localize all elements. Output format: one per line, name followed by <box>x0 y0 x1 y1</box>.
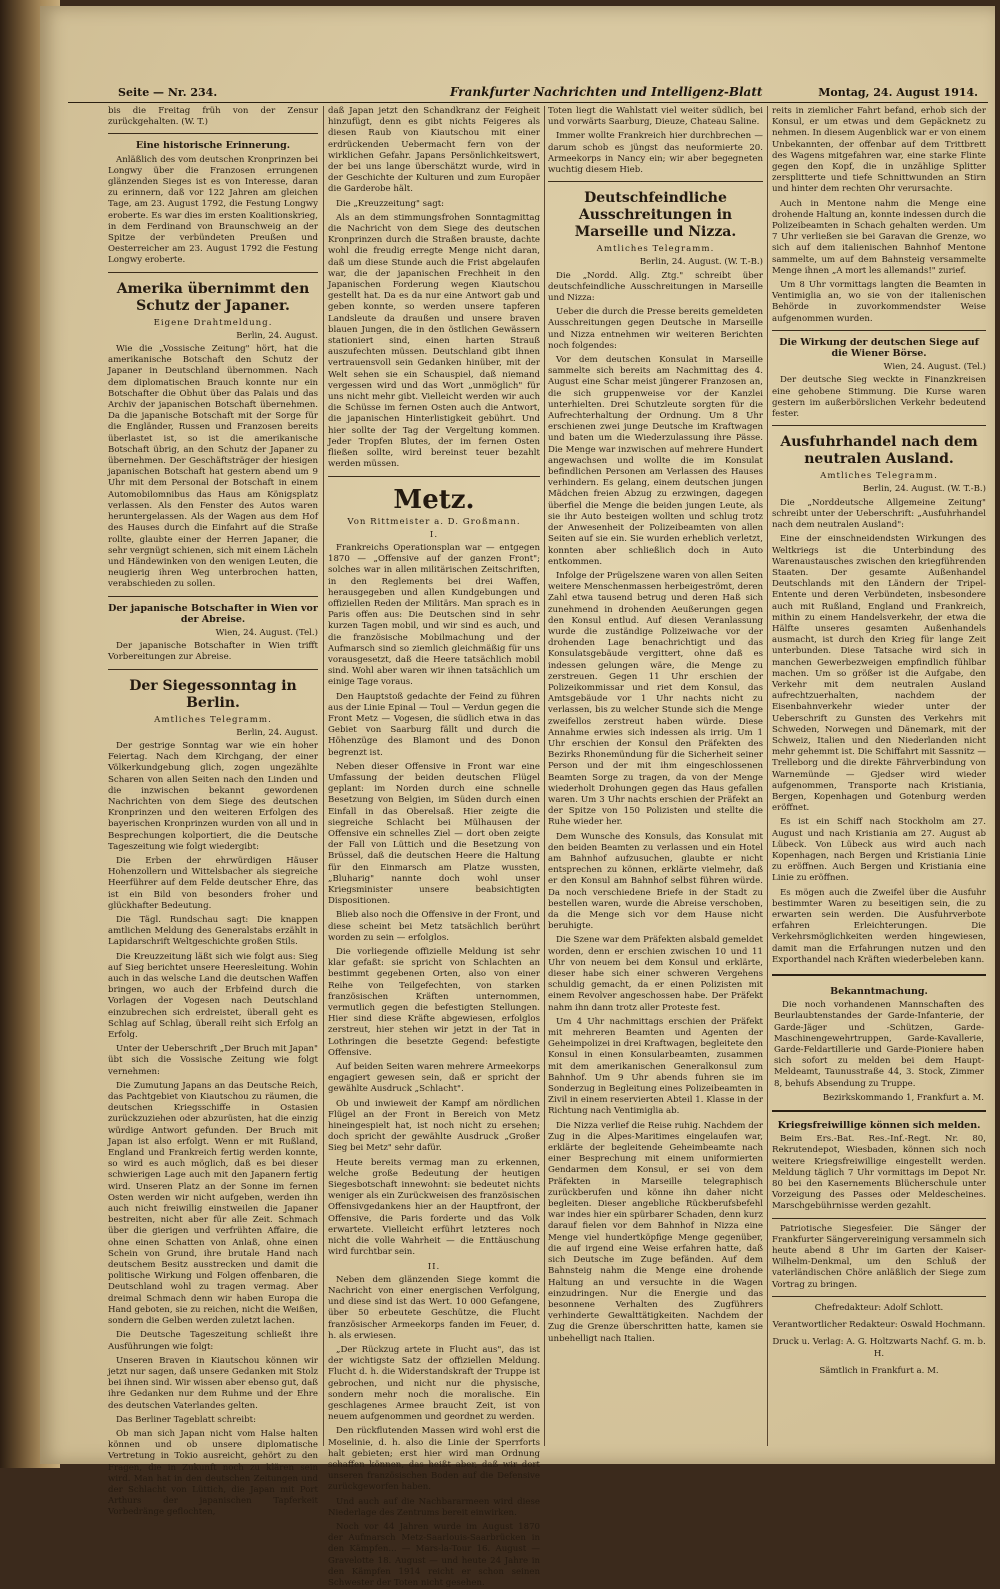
newspaper-title: Frankfurter Nachrichten und Intelligenz-Blatt <box>450 85 763 99</box>
paragraph: bis die Freitag früh von der Zensur zurückgehalten. (W. T.) <box>108 106 318 128</box>
paragraph: Die Deutsche Tageszeitung schließt ihre Ausführungen wie folgt: <box>108 1330 318 1352</box>
issue-date: Montag, 24. August 1914. <box>818 86 978 99</box>
paragraph: Die „Kreuzzeitung" sagt: <box>336 198 445 209</box>
section-number: II. <box>427 1261 441 1272</box>
dateline: Berlin, 24. August. (W. T.-B.) <box>639 257 763 268</box>
column-1 <box>108 106 318 1518</box>
headline: Ausfuhrhandel nach dem neutralen Ausland. <box>780 434 978 468</box>
headline: Kriegsfreiwillige können sich melden. <box>777 1120 981 1132</box>
paragraph: Ueber die durch die Presse bereits gemeldeten Ausschreitungen gegen Deutsche in Marseille und Nizza entnehmen wir weiteren Berichten noch folgendes: <box>548 307 763 351</box>
announcement-box <box>772 974 986 1112</box>
paragraph: Die noch vorhandenen Mannschaften des Beurlaubtenstandes der Garde-Infanterie, der Garde-Jäger und -Schützen, Garde-Maschinengewehrtruppen, Garde-Kavallerie, Garde-Feldartillerie und Garde-Pioniere haben sich sofort zu melden bei dem Haupt-Meldeamt, Taunusstraße 44, 3. Stock, Zimmer 8, behufs Absendung zu Truppe. <box>774 1000 984 1089</box>
byline: Von Rittmeister a. D. Großmann. <box>347 516 521 527</box>
paragraph: Der deutsche Sieg weckte in Finanzkreisen eine gehobene Stimmung. Die Kurse waren gestern im außerbörslichen Verkehr bedeutend fester. <box>772 375 986 420</box>
dateline: Wien, 24. August. (Tel.) <box>215 627 318 638</box>
paragraph: Die Nizza verlief die Reise ruhig. Nachdem der Zug in die Alpes-Maritimes eingelaufen war, erklärte der begleitende Geheimbeamte nach einer Besprechung mit einem uniformierten Gendarmen dem Konsul, er sei von dem Präfekten in Marseille telegraphisch zurückberufen und könne ihn daher nicht begleiten. Dieser angebliche Rückberufsbefehl war indes hier ein spürbarer Schaden, denn kurz darauf fielen vor dem Bahnhof in Nizza eine Menge viel hundertköpfige Menge gegenüber, die auf irgend eine Weise erfahren hatte, daß sich Deutsche im Zuge befänden. Auf dem Bahnsteig nahm die Menge eine drohende Haltung an und versuchte in die Wagen einzudringen. Nur die Energie und das besonnene Verhalten des Zugführers verhinderte Gewalttätigkeiten. Nachdem der Zug die Grenze überschritten hatte, kamen sie unbehelligt nach Italien. <box>548 1120 763 1344</box>
divider <box>548 181 763 182</box>
paragraph: „Der Rückzug artete in Flucht aus", das ist der wichtigste Satz der offiziellen Meldung. Flucht d. h. die Widerstandskraft der Truppe ist gebrochen, und nicht nur die physische, sondern mehr noch die moralische. Ein geschlagenes Armee braucht Zeit, ist von neuem aufgenommen und geordnet zu werden. <box>328 1344 540 1423</box>
headline: Deutschfeindliche Ausschreitungen in Marseille und Nizza. <box>574 190 737 241</box>
section-number: I. <box>429 529 439 540</box>
divider <box>108 669 318 670</box>
paragraph: Der gestrige Sonntag war wie ein hoher Feiertag. Nach dem Kirchgang, der einer Völkerkundgebung glich, zogen ungezählte Scharen von allen Seiten nach den Linden und die inzwischen bekannt gewordenen Nachrichten von dem Siege des deutschen Kronprinzen und den weiteren Erfolgen des bayerischen Kronprinzen wurden von all und in Besprechungen kolportiert, die die Deutsche Tageszeitung wie folgt wiedergibt: <box>108 740 318 852</box>
paragraph: Frankreichs Operationsplan war — entgegen 1870 — „Offensive auf der ganzen Front"; solches war in allen militärischen Zeitschriften, in den Reglements bei drei Waffen, herausgegeben und allen Kundgebungen und offiziellen Reden der Militärs. Man sprach es in Paris offen aus: Die Deutschen sind in sehr kurzen Tagen mobil, und wir sind es auch, und die französische Mobilmachung und der Aufmarsch sind so ziemlich gleichmäßig für uns vorausgesetzt, daß die Heere tatsächlich mobil sind. Wohl aber waren wir ihnen tatsächlich um einige Tage voraus. <box>328 542 540 688</box>
paragraph: Eine der einschneidendsten Wirkungen des Weltkriegs ist die Unterbindung des Warenaustausches zwischen den kriegführenden Staaten. Der gesamte Außenhandel Deutschlands mit den Ländern der Tripel-Entente und deren Verbündeten, insbesondere auch mit Rußland, England und Frankreich, mithin zu einem Handelsverkehr, der etwa die Hälfte unseres gesamten Außenhandels ausmacht, ist durch den Krieg für lange Zeit unterbunden. Diese Tatsache wird sich in manchen Gewerbezweigen empfindlich fühlbar machen. Um so größer ist die Aufgabe, den Verkehr mit dem neutralen Ausland aufrechtzuerhalten, nachdem der Eisenbahnverkehr wieder unter der Ueberschrift zu Gunsten des Verkehrs mit Schweden, Norwegen und Dänemark, mit der Schweiz, Italien und den Niederlanden nicht mehr gehemmt ist. Die Schiffahrt mit Sassnitz — Trelleborg und die direkte Fährverbindung von Warnemünde — Gjedser wird wieder aufgenommen, Transporte nach Kristiania, Bergen, Kopenhagen und Gotenburg werden eröffnet. <box>772 534 986 814</box>
signature: Bezirkskommando 1, Frankfurt a. M. <box>822 1092 984 1103</box>
subheadline: Amtliches Telegramm. <box>596 244 715 255</box>
imprint-line: Verantwortlicher Redakteur: Oswald Hochmann. <box>772 1320 986 1331</box>
paragraph: Es mögen auch die Zweifel über die Ausfuhr bestimmter Waren zu beseitigen sein, die zu erwarten sein werden. Die Ausfuhrverbote erfahren Erleichterungen. Die Verkehrsmöglichkeiten werden hingewiesen, damit man die Erfahrungen nutzen und den Exporthandel nach Kräften wiederbeleben kann. <box>772 887 986 965</box>
headline: Metz. <box>393 484 475 515</box>
paragraph: Die Szene war dem Präfekten alsbald gemeldet worden, denn er erschien zwischen 10 und 11 Uhr von neuem bei dem Konsul und erklärte, dieser habe sich einer schweren Vergehens schuldig gemacht, da er einen Polizisten mit einem Revolver angeschossen habe. Der Präfekt nahm ihn dann trotz aller Proteste fest. <box>548 935 763 1013</box>
paragraph: Den Hauptstoß gedachte der Feind zu führen aus der Linie Epinal — Toul — Verdun gegen die Front Metz — Vogesen, die südlich etwa in das Gebiet von Saarburg fällt und durch die Höhenzüge des Blamont und des Donon begrenzt ist. <box>328 691 540 758</box>
paragraph: Auch in Mentone nahm die Menge eine drohende Haltung an, konnte indessen durch die Polizeibeamten in Schach gehalten werden. Um 7 Uhr verließen sie bei Garavan die Grenze, wo sich auf dem italienischen Bahnhof Mentone sammelte, um auf dem Bahnsteig versammelte Menge ihnen „A mort les allemands!" zurief. <box>772 198 986 276</box>
column-3 <box>548 106 763 1446</box>
imprint-line: Chefredakteur: Adolf Schlott. <box>814 1302 944 1313</box>
column-rule <box>323 106 324 1446</box>
dateline: Berlin, 24. August. (W. T.-B.) <box>862 484 986 495</box>
paragraph: Unseren Braven in Kiautschou können wir jetzt nur sagen, daß unsere Gedanken mit Stolz bei ihnen sind. Wir wissen aber ebenso gut, daß ihre Gedanken nur dem Ruhme und der Ehre des deutschen Vaterlandes gelten. <box>108 1355 318 1411</box>
paragraph: Den rückflutenden Massen wird wohl erst die Moselinie, d. h. also die Linie der Sperrforts halt gebieten; erst hier wird man Ordnung schaffen können, das heißt aber, daß wir dort unseren französischen Boden auf die Defensive zurückgeworfen haben. <box>328 1426 540 1493</box>
headline: Eine historische Erinnerung. <box>135 140 291 152</box>
paragraph: Neben dem glänzenden Siege kommt die Nachricht von einer energischen Verfolgung, und diese sind ist das Wert. 10 000 Gefangene, über 50 erbeutete Geschütze, die Flucht französischer Armeekorps fanden im Feuer, d. h. als erwiesen. <box>328 1274 540 1341</box>
paragraph: Ob man sich Japan nicht vom Halse halten können und ob unsere diplomatische Vertretung in Tokio ausreicht, gehört zu den Fragen, die in Zukunft noch zu klären sein wird. Man hat in den deutschen Zeitungen und der Schlacht von Lüttich, die Japan mit Port Arthurs der japanischen Tapferkeit Vorbedränge geflochten, <box>108 1428 318 1518</box>
column-rule <box>544 106 545 1446</box>
paragraph: Unter der Ueberschrift „Der Bruch mit Japan" übt sich die Vossische Zeitung wie folgt vernehmen: <box>108 1044 318 1077</box>
subheadline: Eigene Drahtmeldung. <box>153 317 273 328</box>
paragraph: Ob und inwieweit der Kampf am nördlichen Flügel an der Front in Bereich von Metz hineingespielt hat, ist noch nicht zu ersehen; doch spricht der gewählte Ausdruck „Großer Sieg bei Metz" sehr dafür. <box>328 1098 540 1154</box>
paragraph: Immer wollte Frankreich hier durchbrechen — darum schob es jüngst das neuformierte 20. Armeekorps in Nancy ein; wir aber begegneten wuchtig diesem Hieb. <box>548 131 763 176</box>
paragraph: Infolge der Prügelszene waren von allen Seiten weitere Menschenmassen herbeigeströmt, deren Zahl etwa tausend betrug und deren Haß sich zunehmend in drohenden Aeußerungen gegen den Konsul entlud. Auf diesen Veranlassung wurde die zuständige Polizeiwache vor der drohenden Lage benachrichtigt und das Konsulatsgebäude vergittert, ohne daß es indessen gelungen wäre, die Menge zu zerstreuen. Gegen 11 Uhr erschien der Polizeikommissar und riet dem Konsul, das Amtsgebäude vor 1 Uhr nachts nicht zu verlassen, bis zu welcher Stunde sich die Menge zweifellos zerstreut haben würde. Diese Annahme erwies sich indessen als irrig. Um 1 Uhr erschien der Konsul den Präfekten des Bezirks Rhonemündung für die Sicherheit seiner Person und der mit ihm eingeschlossenen Beamten Sorge zu tragen, da von der Menge wiederholt Drohungen gegen das Haus gefallen waren. Um 3 Uhr nachts erschien der Präfekt an der Spitze von 150 Polizisten und stellte die Ruhe wieder her. <box>548 570 763 828</box>
paragraph: Dem Wunsche des Konsuls, das Konsulat mit den beiden Beamten zu verlassen und ein Hotel am Bahnhof aufzusuchen, glaubte er nicht entsprechen zu können, erklärte vielmehr, daß er den Konsul am Bahnhof selbst führen würde. Da noch verschiedene Briefe in der Stadt zu bestellen waren, wurde die Abreise verschoben, da die Menge sich vor dem Hause nicht beruhigte. <box>548 831 763 932</box>
paragraph: Vor dem deutschen Konsulat in Marseille sammelte sich bereits am Nachmittag des 4. August eine Schar meist jüngerer Franzosen an, die sich gruppenweise vor der Kanzlei unterhielten. Drei Schutzleute sorgten für die Aufrechterhaltung der Ordnung. Um 8 Uhr erschienen zwei junge Deutsche im Kraftwagen und baten um die Wiederzulassung ihre Pässe. Die Menge war inzwischen auf mehrere Hundert angewachsen und wollte die im Konsulat befindlichen Personen am Verlassen des Hauses verhindern. Es gelang, einem deutschen jungen Mädchen freien Abzug zu erzwingen, dagegen überfiel die Menge die beiden jungen Leute, als sie ihr Auto besteigen wollten und schlug trotz der Anwesenheit der Polizeibeamten von allen Seiten auf sie ein. Sie wurden erheblich verletzt, konnten aber schließlich doch in Auto entkommen. <box>548 355 763 567</box>
paragraph: Es ist ein Schiff nach Stockholm am 27. August und nach Kristiania am 27. August ab Lübeck. Von Lübeck aus wird auch nach Kopenhagen, nach Bergen und Kristiania Linie zu eröffnen. Auch Bergen und Kristiania eine Linie zu eröffnen. <box>772 817 986 884</box>
headline: Amerika übernimmt den Schutz der Japaner. <box>116 280 310 314</box>
headline: Der Siegessonntag in Berlin. <box>129 677 297 711</box>
divider <box>108 272 318 273</box>
divider <box>772 330 986 331</box>
paragraph: Die Erben der ehrwürdigen Häuser Hohenzollern und Wittelsbacher als siegreiche Heerführer auf dem Felde deutscher Ehre, das ist ein Bild von besonders froher und glückhafter Bedeutung. <box>108 855 318 911</box>
paragraph: Der japanische Botschafter in Wien trifft Vorbereitungen zur Abreise. <box>108 641 318 663</box>
column-4 <box>772 106 986 1446</box>
paragraph: Um 8 Uhr vormittags langten die Beamten in Ventimiglia an, wo sie von der italienischen Behörde in zuvorkommendster Weise aufgenommen wurden. <box>772 280 986 324</box>
paragraph: Wie die „Vossische Zeitung" hört, hat die amerikanische Botschaft den Schutz der Japaner in Deutschland übernommen. Nach dem diplomatischen Brauch konnte nur ein Botschafter die Obhut über das Palais und das Archiv der japanischen Botschaft übernehmen. Da die japanische Botschaft mit der Sorge für die Engländer, Russen und Franzosen bereits überlastet ist, so ist die amerikanische Botschaft übrig, an den Schutz der Japaner zu übernehmen. Der Geschäftsträger der hiesigen japanischen Botschaft hat gestern abend um 9 Uhr mit dem Personal der Botschaft in einem Automobilomnibus das Haus am Königsplatz verlassen. Als den Fenster des Autos waren heruntergelassen. Als der Wagen aus dem Hof des Hauses durch die Einfahrt auf die Straße rollte, glaubte einer der Herren Japaner, die sehr vergnügt schienen, sich mit einem Lächeln und Händewinken von den wenigen Leuten, die neugierig ihren Weg unterbrochen hatten, verabschieden zu sollen. <box>108 344 318 590</box>
paragraph: Um 4 Uhr nachmittags erschien der Präfekt mit mehreren Beamten und Agenten der Geheimpolizei in drei Kraftwagen, begleitete den Konsul in einen Konsularbeamten, zusammen mit dem amerikanischen Generalkonsul zum Bahnhof. Um 9 Uhr abends fuhren sie im Sonderzug in Begleitung eines Polizeibeamten in Zivil in einem reservierten Abteil 1. Klasse in der Richtung nach Ventimiglia ab. <box>548 1016 763 1117</box>
divider <box>772 1218 986 1219</box>
paragraph: daß Japan jetzt den Schandkranz der Feigheit hinzufügt, denn es gibt nichts Feigeres als diesen Raub von Kiautschou mit einer erdrückenden Uebermacht fern von der wirklichen Gefahr. Japans Persönlichkeitswert, der bei uns lange überschätzt wurde, wird in der Geschichte der Kulturen und zum Europäer die Garderobe hält. <box>328 106 540 195</box>
paragraph: Noch vor 44 Jahren wurde im August 1870 der Aufmarsch Metz-Saarlouis-Saarbrücken in den Kämpfen... — Mars-la-Tour 16. August — Gravelotte 18. August — und heute 24 Jahre in den Kämpfen 1914 reicht er schon seinen Schwester der Toten nicht gesehen. <box>328 1521 540 1588</box>
subheadline: Amtliches Telegramm. <box>820 471 938 482</box>
imprint-line: Druck u. Verlag: A. G. Holtzwarts Nachf. G. m. b. H. <box>772 1337 986 1359</box>
paragraph: Die „Nordd. Allg. Ztg." schreibt über deutschfeindliche Ausschreitungen in Marseille und Nizza: <box>548 270 763 304</box>
paragraph: Beim Ers.-Bat. Res.-Inf.-Regt. Nr. 80, Rekrutendepot, Wiesbaden, können sich noch weitere Kriegsfreiwillige eingestellt werden. Meldung täglich 7 Uhr vormittags im Depot Nr. 80 bei den Kasernements Blücherschule unter Vorzeigung des Passes oder Meldescheines. Marschgebührnisse werden gezahlt. <box>772 1134 986 1212</box>
headline: Bekanntmachung. <box>830 986 928 998</box>
imprint-line: Sämtlich in Frankfurt a. M. <box>819 1365 939 1376</box>
paragraph: Heute bereits vermag man zu erkennen, welche große Bedeutung der heutigen Siegesbotschaft innewohnt: sie bedeutet nichts weniger als ein Zurückweisen des französischen Offensivgedankens hier an der Hauptfront, der Offensive, die Paris forderte und das Volk erwartete. Vielleicht erführt letzteres noch nicht die volle Wahrheit — die Enttäuschung wird furchtbar sein. <box>328 1157 540 1258</box>
paragraph: Die vorliegende offizielle Meldung ist sehr klar gefaßt: sie spricht von Schlachten an bestimmt gegebenen Orten, also von einer Reihe von Teilgefechten, von starken französischen Kräften unternommen, vermutlich gegen die befestigten Stellungen. Hier sind diese Kräfte abgewiesen, erfolglos zerstreut, hier stehen wir jetzt in der Tat in Lothringen die besetzte Gegend: befestigte Offensive. <box>328 947 540 1058</box>
divider <box>772 1296 986 1297</box>
divider <box>772 425 986 426</box>
paragraph: reits in ziemlicher Fahrt befand, erhob sich der Konsul, er um etwas und dem Gepäcknetz zu nehmen. In diesem Augenblick war er von einem Unbekannten, der offenbar auf dem Trittbrett des Wagens mitgefahren war, eine starke Flinte gegen den Kopf, die in unzählige Splitter zersplitterte und tiefe Schnittwunden an Stirn und hinter dem rechten Ohr verursachte. <box>772 106 986 195</box>
paragraph: Blieb also noch die Offensive in der Front, und diese scheint bei Metz tatsächlich berührt worden zu sein — erfolglos. <box>328 910 540 943</box>
paragraph: Die Kreuzzeitung läßt sich wie folgt aus: Sieg auf Sieg berichtet unsere Heeresleitung. Wohin auch in das welsche Land die deutschen Waffen bringen, wo auch der Erbfeind durch die Vorlagen der Vogesen nach Deutschland einzubrechen sich erdreistet, überall geht es Schlag auf Schlag, überall reiht sich Erfolg an Erfolg. <box>108 951 318 1041</box>
divider <box>108 596 318 597</box>
paragraph: Und auch auf die Nachbararmeen wird diese Niederlage des Zentrums bereit einwirken. <box>328 1496 540 1518</box>
paragraph: Toten liegt die Wahlstatt viel weiter südlich, bei und vorwärts Saarburg, Dieuze, Chateau Saline. <box>548 106 763 128</box>
paragraph: Auf beiden Seiten waren mehrere Armeekorps engagiert gewesen sein, daß er spricht der gewählte Ausdruck „Schlacht". <box>328 1062 540 1095</box>
paragraph: Als an dem stimmungsfrohen Sonntagmittag die Nachricht von dem Siege des deutschen Kronprinzen durch die Straßen brauste, dachte wohl die freudig erregte Menge nicht daran, daß um diese Stunde auch die Frist abgelaufen war, die der japanischen Frechheit in den Japanischen Forderung wegen Kiautschou gestellt hat. Da es da nur eine Antwort gab und geben konnte, so werden unsere tapferen Landsleute da draußen und unsere braven blauen Jungen, die in den östlichen Gewässern stationiert sind, einen harten Strauß auszufechten müssen. Deutschland gibt ihnen vertrauensvoll sein Gedanken hinüber, mit der Welt sehen sie ein Schauspiel, daß niemand vergessen wird und das Wort „unmöglich" für uns nicht mehr gibt. Vielleicht werden wir auch die Schüsse im fernen Osten auch die Antwort, die japanischen Hinterlistigkeit gebührt. Und hier sollte der Tag der Vergeltung kommen. Jeder Tropfen Blutes, der im fernen Osten fließen sollte, wird bereinst teuer bezahlt werden müssen. <box>328 212 540 470</box>
paragraph: Neben dieser Offensive in Front war eine Umfassung der beiden deutschen Flügel geplant: im Norden durch eine schnelle Besetzung von Belgien, im Süden durch einen Einfall in das Oberelsaß. Hier zeigte die siegreiche Schlacht bei Mülhausen der Offensive ein schnelles Ziel — dort oben zeigte der Fall von Lüttich und die Besetzung von Brüssel, daß die deutschen Heere die Haltung für den Einmarsch am Platze wussten, „Bluharig" nannte doch wohl unser Kriegsminister unsere beabsichtigten Dispositionen. <box>328 761 540 907</box>
paragraph: Das Berliner Tageblatt schreibt: <box>116 1414 256 1425</box>
column-rule <box>767 106 768 1446</box>
dateline: Berlin, 24. August. <box>236 727 318 738</box>
headline: Die Wirkung der deutschen Siege auf die Wiener Börse. <box>779 336 979 360</box>
paragraph: Patriotische Siegesfeier. Die Sänger der Frankfurter Sängervereinigung versammeln sich heute abend 8 Uhr im Garten der Kaiser-Wilhelm-Denkmal, um den Schluß der vaterländischen Chöre anläßlich der Siege zum Vortrag zu bringen. <box>772 1223 986 1290</box>
page-header <box>68 84 988 103</box>
divider <box>328 476 540 477</box>
dateline: Wien, 24. August. (Tel.) <box>883 362 986 373</box>
subheadline: Amtliches Telegramm. <box>154 714 272 725</box>
paragraph: Anläßlich des vom deutschen Kronprinzen bei Longwy über die Franzosen errungenen glänzenden Sieges ist es von Interesse, daran zu erinnern, daß vor 122 Jahren am gleichen Tage, am 23. August 1792, die Festung Longwy eroberte. Es war dies im ersten Koalitionskrieg, in dem Ferdinand von Braunschweig an der Spitze der verbündeten Preußen und Oesterreicher am 23. August 1792 die Festung Longwy eroberte. <box>108 154 318 266</box>
divider <box>108 133 318 134</box>
column-2 <box>328 106 540 1588</box>
paragraph: Die „Norddeutsche Allgemeine Zeitung" schreibt unter der Ueberschrift: „Ausfuhrhandel nach dem neutralen Ausland": <box>772 497 986 531</box>
paragraph: Die Tägl. Rundschau sagt: Die knappen amtlichen Meldung des Generalstabs erzählt in Lapidarschrift Weltgeschichte großen Stils. <box>108 914 318 948</box>
page-number: Seite — Nr. 234. <box>118 86 218 99</box>
headline: Der japanische Botschafter in Wien vor der Abreise. <box>108 602 318 625</box>
dateline: Berlin, 24. August. <box>236 330 318 341</box>
paragraph: Die Zumutung Japans an das Deutsche Reich, das Pachtgebiet von Kiautschou zu räumen, die deutschen Kriegsschiffe in Ostasien zurückzuziehen oder abzurüsten, hat die einzig würdige Antwort gefunden. Der Bruch mit Japan ist also erfolgt. Wenn er mit Rußland, England und Frankreich fertig werden konnte, so wird es auch möglich, daß es bei dieser schwierigen Lage auch mit den Japanern fertig wird. Unseren Platz an der Sonne im fernen Osten werden wir nicht aufgeben, werden ihn auch nicht freiwillig einstweilen die Japaner bestreiten, nicht aber für alle Zeit. Schmach über die gierigen und verfrühten Affaire, die ohne einen Schatten von Anlaß, ohne einen Schein von Grund, ihre brutale Hand nach deutschem Besitz ausstrecken und damit die politische Wirkung und Folgen offenbaren, die Deutschland wohl zu tragen vermag. Aber dreimal Schmach denn wir haben Europa die Hand geboten, sie zu reichen, nicht die Weißen, sondern die Gelben werden zuletzt lachen. <box>108 1080 318 1327</box>
